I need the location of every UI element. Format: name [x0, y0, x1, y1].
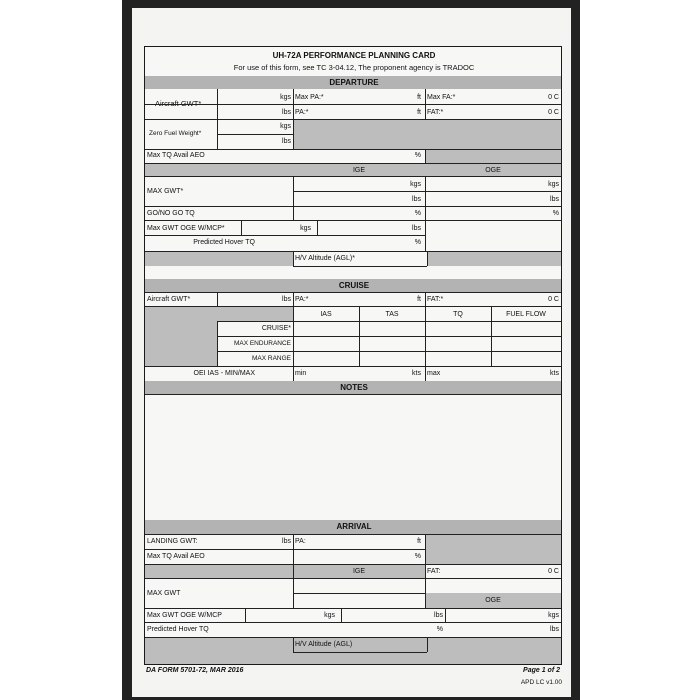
column-tas: TAS	[385, 311, 399, 318]
max-label: max	[427, 370, 441, 377]
grid-line	[217, 336, 562, 337]
grid-line	[217, 321, 562, 322]
departure-heading: DEPARTURE	[329, 78, 379, 87]
grid-line	[317, 220, 318, 235]
grid-line	[145, 306, 562, 307]
shaded-area	[145, 637, 562, 665]
grid-line	[425, 176, 426, 220]
form-subtitle: For use of this form, see TC 3-04.12, The proponent agency is TRADOC	[233, 63, 475, 72]
page-indicator: Page 1 of 2	[523, 667, 560, 674]
grid-line	[145, 549, 425, 550]
row-max-range: MAX RANGE	[251, 355, 291, 362]
arrival-pa-label: PA:	[295, 538, 306, 545]
grid-line	[293, 266, 427, 267]
max-pa-label: Max PA:*	[295, 94, 324, 101]
arrival-fat-label: FAT:	[427, 568, 441, 575]
grid-line	[145, 637, 562, 638]
unit-kts: kts	[412, 370, 421, 377]
unit-lbs: lbs	[282, 138, 291, 145]
unit-ft: ft	[417, 296, 421, 303]
unit-celsius: 0 C	[548, 109, 559, 116]
unit-percent: %	[414, 553, 421, 560]
grid-line	[293, 534, 294, 608]
cruise-fat-label: FAT:*	[427, 296, 444, 303]
row-cruise: CRUISE*	[261, 325, 291, 332]
unit-percent: %	[414, 210, 421, 217]
version-label: APD LC v1.00	[520, 679, 562, 686]
unit-ft: ft	[417, 538, 421, 545]
grid-line	[425, 89, 426, 119]
unit-lbs: lbs	[434, 612, 443, 619]
arrival-max-gwt-oge-label: Max GWT OGE W/MCP	[147, 612, 222, 619]
grid-line	[293, 191, 562, 192]
arrival-oge-header: OGE	[485, 597, 501, 604]
unit-percent: %	[436, 626, 443, 633]
unit-kgs: kgs	[410, 181, 421, 188]
grid-line	[293, 251, 294, 266]
grid-line	[145, 564, 562, 565]
arrival-max-gwt-label: MAX GWT	[147, 590, 181, 597]
form-title: UH-72A PERFORMANCE PLANNING CARD	[272, 51, 436, 60]
grid-line	[293, 637, 294, 652]
grid-line	[145, 578, 562, 579]
grid-line	[491, 306, 492, 366]
grid-line	[145, 534, 562, 535]
unit-kgs: kgs	[548, 612, 559, 619]
grid-line	[425, 149, 426, 163]
grid-line	[359, 306, 360, 366]
shaded-area	[293, 119, 561, 149]
go-no-go-tq-label: GO/NO GO TQ	[147, 210, 195, 217]
hv-altitude-label: H/V Altitude (AGL)*	[295, 255, 355, 262]
grid-line	[217, 321, 218, 366]
max-tq-avail-aeo-label: Max TQ Avail AEO	[147, 152, 205, 159]
grid-line	[145, 235, 425, 236]
predicted-hover-tq-label: Predicted Hover TQ	[193, 239, 255, 246]
grid-line	[145, 163, 562, 164]
grid-line	[145, 608, 562, 609]
unit-percent: %	[552, 210, 559, 217]
max-gwt-oge-label: Max GWT OGE W/MCP*	[147, 225, 225, 232]
unit-kgs: kgs	[548, 181, 559, 188]
unit-celsius: 0 C	[548, 94, 559, 101]
cruise-pa-label: PA:*	[295, 296, 309, 303]
unit-ft: ft	[417, 109, 421, 116]
arrival-heading: ARRIVAL	[336, 522, 372, 531]
unit-lbs: lbs	[282, 538, 291, 545]
grid-line	[145, 206, 562, 207]
grid-line	[293, 593, 425, 594]
max-gwt-label: MAX GWT*	[147, 188, 184, 195]
cruise-aircraft-gwt-label: Aircraft GWT*	[147, 296, 191, 303]
unit-kgs: kgs	[324, 612, 335, 619]
column-tq: TQ	[453, 311, 463, 318]
grid-line	[445, 608, 446, 622]
unit-kts: kts	[550, 370, 559, 377]
grid-line	[425, 220, 426, 251]
pa-label: PA:*	[295, 109, 309, 116]
shaded-area	[145, 321, 217, 367]
grid-line	[217, 134, 293, 135]
grid-line	[145, 149, 562, 150]
oei-ias-label: OEI IAS - MIN/MAX	[193, 370, 255, 377]
grid-line	[145, 220, 562, 221]
notes-heading: NOTES	[340, 383, 368, 392]
grid-line	[293, 292, 294, 381]
unit-lbs: lbs	[550, 196, 559, 203]
landing-gwt-label: LANDING GWT:	[147, 538, 198, 545]
aircraft-gwt-label: Aircraft GWT*	[155, 99, 202, 108]
grid-line	[145, 176, 562, 177]
unit-lbs: lbs	[282, 296, 291, 303]
grid-line	[145, 366, 562, 367]
unit-percent: %	[414, 239, 421, 246]
grid-line	[145, 251, 562, 252]
grid-line	[427, 637, 428, 652]
fat-label: FAT:*	[427, 109, 444, 116]
grid-line	[425, 534, 426, 608]
unit-lbs: lbs	[550, 626, 559, 633]
grid-line	[217, 89, 218, 149]
arrival-max-tq-label: Max TQ Avail AEO	[147, 553, 205, 560]
shaded-area	[427, 252, 562, 266]
unit-kgs: kgs	[300, 225, 311, 232]
shaded-area	[425, 534, 561, 564]
oge-column-header: OGE	[485, 167, 501, 174]
unit-percent: %	[414, 152, 421, 159]
grid-line	[145, 622, 562, 623]
form-id: DA FORM 5701-72, MAR 2016	[146, 667, 244, 674]
column-ias: IAS	[320, 311, 332, 318]
grid-line	[293, 89, 294, 149]
unit-lbs: lbs	[282, 109, 291, 116]
unit-ft: ft	[417, 94, 421, 101]
grid-line	[293, 652, 427, 653]
shaded-area	[145, 564, 293, 578]
arrival-hv-altitude-label: H/V Altitude (AGL)	[295, 641, 353, 648]
grid-line	[145, 292, 562, 293]
unit-kgs: kgs	[280, 94, 291, 101]
max-fa-label: Max FA:*	[427, 94, 456, 101]
grid-line	[145, 119, 562, 120]
cruise-heading: CRUISE	[338, 281, 370, 290]
zero-fuel-weight-label: Zero Fuel Weight*	[149, 130, 202, 137]
grid-line	[217, 292, 218, 306]
grid-line	[341, 608, 342, 622]
shaded-area	[425, 149, 561, 163]
shaded-area	[145, 252, 293, 266]
grid-line	[245, 608, 246, 622]
arrival-predicted-hover-tq-label: Predicted Hover TQ	[147, 626, 209, 633]
grid-line	[145, 104, 562, 105]
unit-celsius: 0 C	[548, 568, 559, 575]
notes-area[interactable]	[145, 394, 562, 520]
performance-planning-card	[144, 46, 562, 665]
shaded-area	[145, 307, 293, 321]
unit-lbs: lbs	[412, 196, 421, 203]
min-label: min	[295, 370, 307, 377]
unit-celsius: 0 C	[548, 296, 559, 303]
grid-line	[425, 292, 426, 381]
row-max-endurance: MAX ENDURANCE	[233, 340, 291, 347]
grid-line	[293, 176, 294, 220]
grid-line	[241, 220, 242, 235]
ige-column-header: IGE	[352, 167, 366, 174]
column-fuel-flow: FUEL FLOW	[506, 311, 546, 318]
unit-lbs: lbs	[412, 225, 421, 232]
grid-line	[217, 351, 562, 352]
grid-line	[427, 251, 428, 266]
arrival-ige-header: IGE	[352, 568, 366, 575]
unit-kgs: kgs	[280, 123, 291, 130]
